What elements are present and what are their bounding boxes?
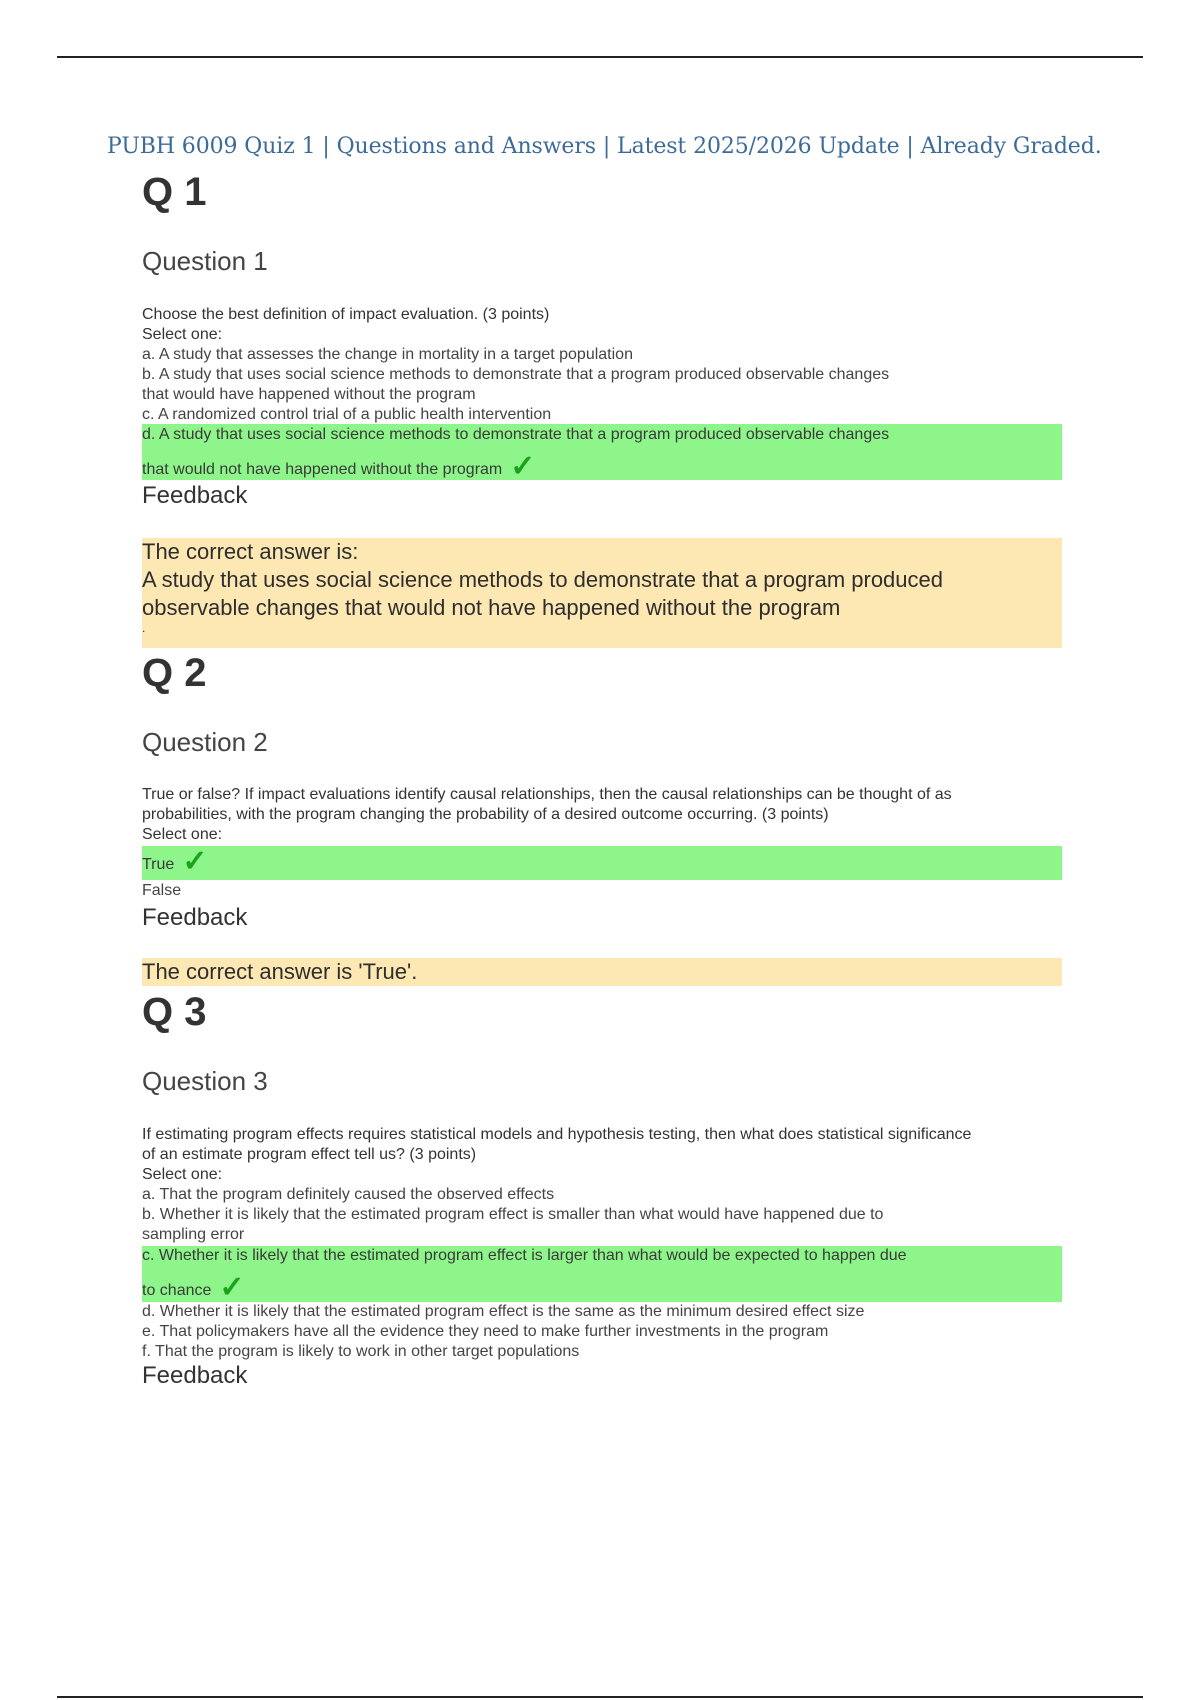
checkmark-icon: ✓ <box>219 1271 245 1304</box>
question-number-heading: Q 2 <box>142 651 207 695</box>
question-number-heading: Q 3 <box>142 990 207 1034</box>
bottom-rule <box>57 1696 1143 1698</box>
question-title: Question 1 <box>142 246 268 276</box>
option-true[interactable] <box>142 845 1062 878</box>
question-prompt-line2: of an estimate program effect tell us? (3 points) <box>142 1146 477 1163</box>
q2-subheading-wrap <box>142 727 1062 757</box>
option-false[interactable]: False <box>142 882 182 899</box>
q1-subheading-wrap <box>142 246 1062 276</box>
option-d-line2: that would not have happened without the program <box>142 461 503 478</box>
option-a[interactable]: a. That the program definitely caused the observed effects <box>142 1186 555 1203</box>
question-title: Question 3 <box>142 1066 268 1096</box>
q3-remaining-options <box>142 1302 1062 1362</box>
select-one-label: Select one: <box>142 1166 223 1183</box>
option-a[interactable]: a. A study that assesses the change in mortality in a target population <box>142 346 633 363</box>
correct-answer-line1: A study that uses social science methods to demonstrate that a program produced <box>142 567 944 592</box>
question-number-heading: Q 1 <box>142 170 207 214</box>
option-d[interactable]: d. Whether it is likely that the estimated program effect is the same as the minimum desired effect size <box>142 1303 865 1320</box>
correct-answer-text: The correct answer is 'True'. <box>142 959 418 984</box>
correct-answer-dot: . <box>142 621 146 635</box>
option-d-line1: d. A study that uses social science methods to demonstrate that a program produced observable changes <box>142 426 890 443</box>
option-d[interactable] <box>142 425 1062 483</box>
option-f[interactable]: f. That the program is likely to work in other target populations <box>142 1343 580 1360</box>
correct-answer-intro: The correct answer is: <box>142 539 359 564</box>
q3-feedback-wrap <box>142 1362 1062 1390</box>
option-true-label: True <box>142 856 175 873</box>
q1-body <box>142 305 1062 425</box>
top-rule <box>57 56 1143 58</box>
option-b-line1[interactable]: b. A study that uses social science methods to demonstrate that a program produced observable changes <box>142 366 890 383</box>
correct-answer-line2: observable changes that would not have happened without the program <box>142 595 841 620</box>
option-c[interactable]: c. A randomized control trial of a public health intervention <box>142 406 552 423</box>
feedback-label: Feedback <box>142 482 248 509</box>
correct-answer-box <box>142 538 1062 648</box>
option-c[interactable] <box>142 1246 1062 1304</box>
q2-false-wrap <box>142 881 1062 901</box>
option-b-line1[interactable]: b. Whether it is likely that the estimated program effect is smaller than what would have happened due to <box>142 1206 884 1223</box>
select-one-label: Select one: <box>142 326 223 343</box>
question-prompt-line1: True or false? If impact evaluations identify causal relationships, then the causal relationships can be thought of as <box>142 786 952 803</box>
question-title: Question 2 <box>142 727 268 757</box>
q1-feedback-wrap <box>142 482 1062 510</box>
q2-feedback-wrap <box>142 904 1062 932</box>
option-c-line2: to chance <box>142 1282 212 1299</box>
question-prompt-line1: If estimating program effects requires statistical models and hypothesis testing, then what does statistical significance <box>142 1126 972 1143</box>
q3-body <box>142 1125 1062 1245</box>
q3-subheading-wrap <box>142 1066 1062 1096</box>
checkmark-icon: ✓ <box>510 450 536 483</box>
option-c-line1: c. Whether it is likely that the estimated program effect is larger than what would be expected to happen due <box>142 1247 907 1264</box>
q2-body <box>142 785 1062 845</box>
option-e[interactable]: e. That policymakers have all the evidence they need to make further investments in the program <box>142 1323 829 1340</box>
feedback-label: Feedback <box>142 904 248 931</box>
option-b-line2[interactable]: sampling error <box>142 1226 245 1243</box>
feedback-label: Feedback <box>142 1362 248 1389</box>
q2-heading <box>142 651 1062 695</box>
document-title: PUBH 6009 Quiz 1 | Questions and Answers | Latest 2025/2026 Update | Already Graded. <box>107 134 1102 159</box>
question-prompt-line2: probabilities, with the program changing the probability of a desired outcome occurring. (3 points) <box>142 806 829 823</box>
q1-heading <box>142 170 1062 214</box>
question-prompt: Choose the best definition of impact evaluation. (3 points) <box>142 306 550 323</box>
correct-answer-box <box>142 958 1062 986</box>
checkmark-icon: ✓ <box>182 845 208 878</box>
option-b-line2[interactable]: that would have happened without the program <box>142 386 476 403</box>
select-one-label: Select one: <box>142 826 223 843</box>
q3-heading <box>142 990 1062 1034</box>
